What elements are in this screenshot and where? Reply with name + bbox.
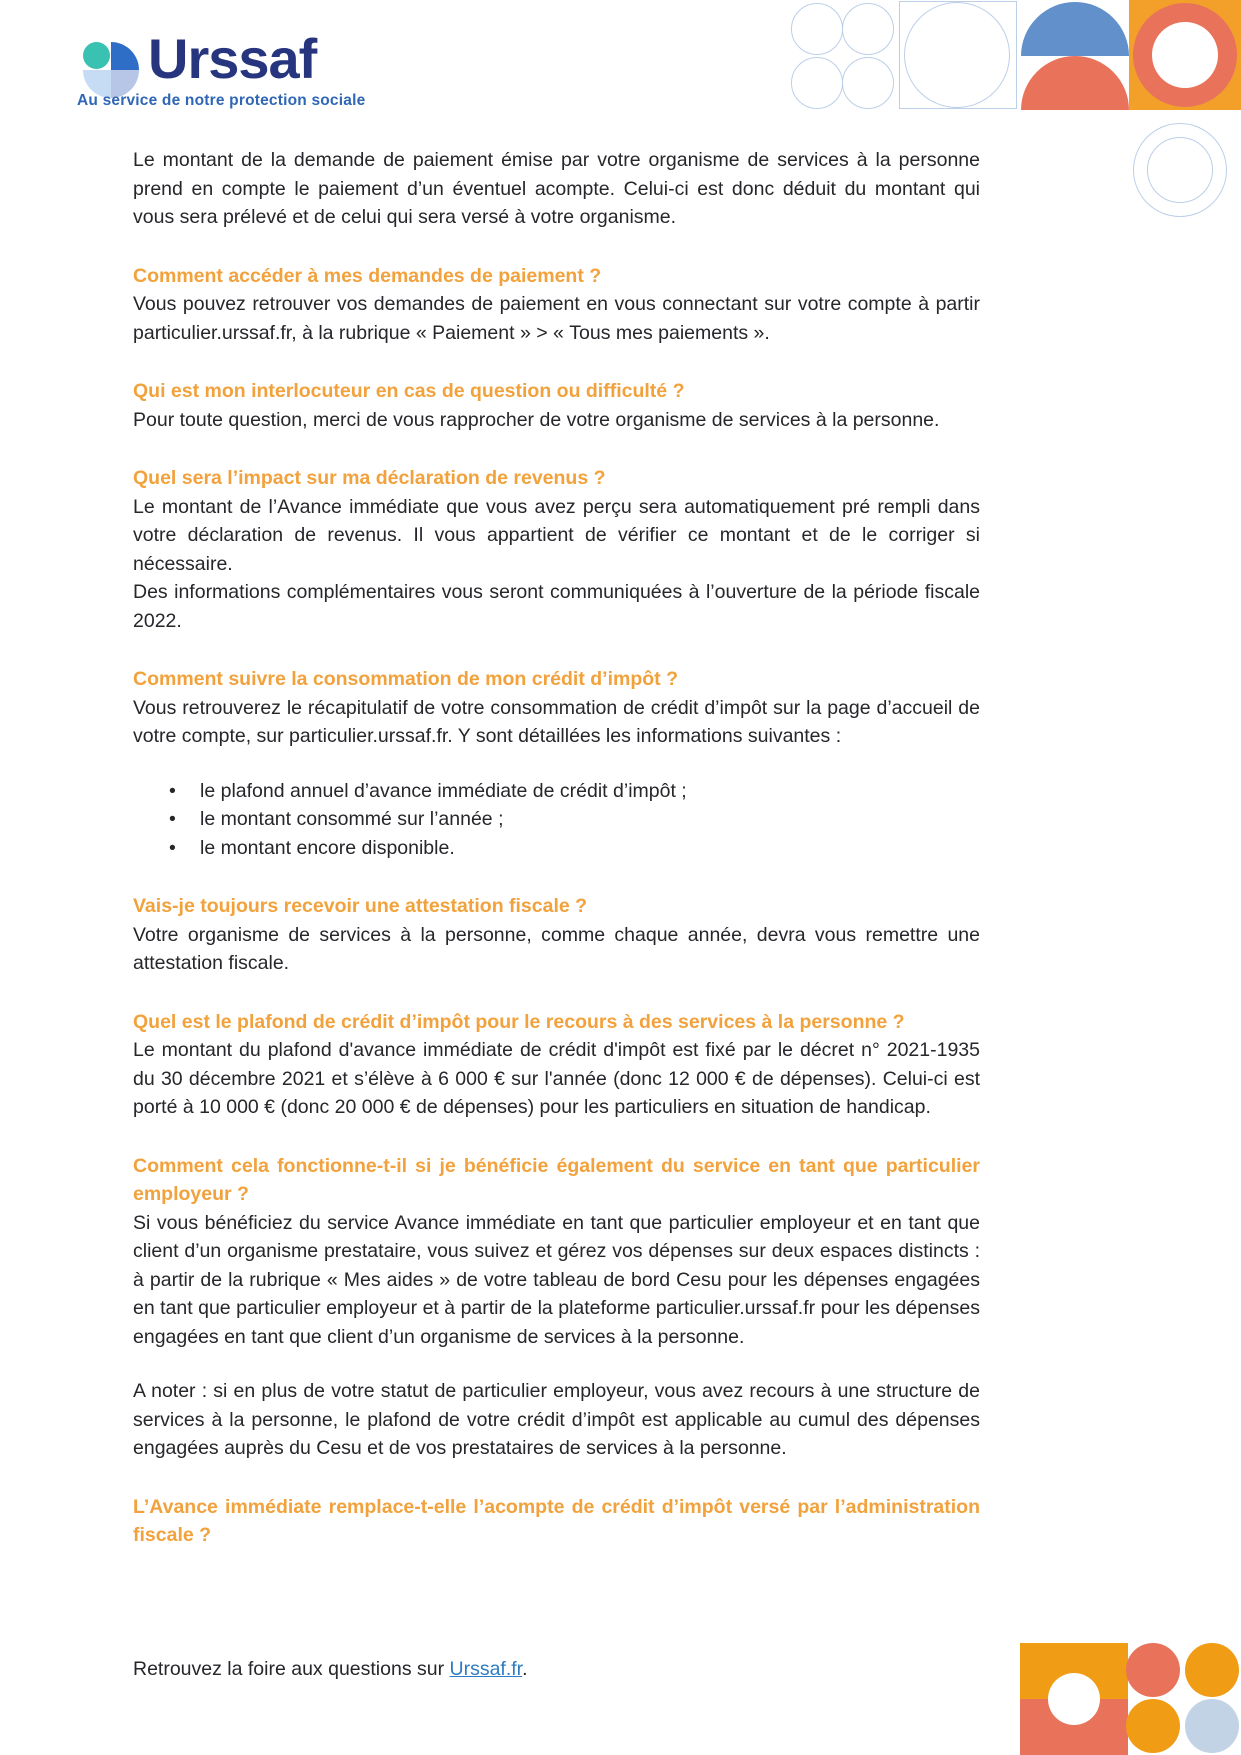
decor-concentric-inner-circle xyxy=(1147,137,1213,203)
decor-split-square xyxy=(1020,1643,1128,1755)
decor-ring-hole xyxy=(1152,22,1218,88)
paragraph: Le montant de l’Avance immédiate que vous avez perçu sera automatiquement pré rempli dans votre déclaration de revenus. Il vous appartient de vérifier ce montant et de le corriger si nécessaire. xyxy=(133,495,980,575)
bullet-item: • le montant encore disponible. xyxy=(133,834,980,863)
question-heading: L’Avance immédiate remplace-t-elle l’acompte de crédit d’impôt versé par l’administration fiscale ? xyxy=(133,1495,980,1546)
decor-outline-circle xyxy=(842,3,894,55)
decor-orange-circle xyxy=(1185,1643,1239,1697)
paragraph: Votre organisme de services à la personne, comme chaque année, devra vous remettre une attestation fiscale. xyxy=(133,923,980,974)
question-heading: Quel sera l’impact sur ma déclaration de revenus ? xyxy=(133,467,606,489)
paragraph: A noter : si en plus de votre statut de particulier employeur, vous avez recours à une structure de services à la personne, le plafond de votre crédit d’impôt est applicable au cumul des dépenses engagées auprès du Cesu et de vos prestataires de services à la personne. xyxy=(133,1380,980,1459)
footer-period: . xyxy=(522,1658,528,1680)
footer-text: Retrouvez la foire aux questions sur xyxy=(133,1658,450,1680)
decor-inscribed-circle xyxy=(904,2,1010,108)
decor-outline-circle xyxy=(791,57,843,109)
paragraph: Le montant du plafond d'avance immédiate de crédit d'impôt est fixé par le décret n° 2021-1935 du 30 décembre 2021 et s’élève à 6 000 € sur l'année (donc 12 000 € de dépenses). Celui-ci est porté à 10 000 € (donc 20 000 € de dépenses) pour les particuliers en situation de handicap. xyxy=(133,1039,980,1118)
question-heading: Comment accéder à mes demandes de paiement ? xyxy=(133,264,602,287)
decor-coral-halfdisc xyxy=(1021,56,1129,110)
brand-wordmark: Urssaf xyxy=(148,27,317,90)
question-heading: Comment cela fonctionne-t-il si je bénéficie également du service en tant que particulier employeur ? xyxy=(133,1154,980,1205)
decor-outline-circle xyxy=(791,3,843,55)
bullet-item: • le montant consommé sur l’année ; xyxy=(133,805,980,834)
question-heading: Quel est le plafond de crédit d’impôt pour le recours à des services à la personne ? xyxy=(133,1010,905,1033)
urssaf-fr-link[interactable]: Urssaf.fr xyxy=(449,1658,523,1680)
decor-outline-circle xyxy=(842,57,894,109)
question-heading: Comment suivre la consommation de mon crédit d’impôt ? xyxy=(133,668,678,690)
decor-coral-circle xyxy=(1126,1643,1180,1697)
question-heading: Vais-je toujours recevoir une attestation fiscale ? xyxy=(133,895,588,917)
urssaf-logo-icon xyxy=(83,42,139,98)
bullet-list xyxy=(133,777,980,863)
decor-coral-ring xyxy=(1133,3,1237,107)
decor-orange-circle xyxy=(1126,1699,1180,1753)
footer-line xyxy=(133,1655,528,1684)
decor-orange-square xyxy=(1129,0,1241,110)
faq-content xyxy=(133,146,980,1550)
logo-teal-circle-icon xyxy=(83,42,110,69)
logo-blue-petal-icon xyxy=(111,42,139,70)
brand-tagline: Au service de notre protection sociale xyxy=(77,92,366,109)
decor-blue-halfdisc xyxy=(1021,2,1129,56)
paragraph: Pour toute question, merci de vous rapprocher de votre organisme de services à la personne. xyxy=(133,408,940,431)
bullet-item: • le plafond annuel d’avance immédiate de crédit d’impôt ; xyxy=(133,777,980,806)
decor-white-dot xyxy=(1048,1673,1100,1725)
decor-lightblue-circle xyxy=(1185,1699,1239,1753)
question-heading: Qui est mon interlocuteur en cas de question ou difficulté ? xyxy=(133,380,685,402)
paragraph: Des informations complémentaires vous seront communiquées à l’ouverture de la période fiscale 2022. xyxy=(133,581,980,632)
paragraph: Le montant de la demande de paiement émise par votre organisme de services à la personne prend en compte le paiement d’un éventuel acompte. Celui-ci est donc déduit du montant qui vous sera prélevé et de celui qui sera versé à votre organisme. xyxy=(133,149,980,228)
paragraph: Si vous bénéficiez du service Avance immédiate en tant que particulier employeur et en tant que client d’un organisme prestataire, vous suivez et gérez vos dépenses sur deux espaces distincts : à partir de la rubrique « Mes aides » de votre tableau de bord Cesu pour les dépenses engagées en tant que particulier employeur et à partir de la plateforme particulier.urssaf.fr pour les dépenses engagées en tant que client d’un organisme de services à la personne. xyxy=(133,1211,980,1348)
paragraph: Vous retrouverez le récapitulatif de votre consommation de crédit d’impôt sur la page d’accueil de votre compte, sur particulier.urssaf.fr. Y sont détaillées les informations suivantes : xyxy=(133,696,980,747)
paragraph: Vous pouvez retrouver vos demandes de paiement en vous connectant sur votre compte à partir particulier.urssaf.fr, à la rubrique « Paiement » > « Tous mes paiements ». xyxy=(133,293,980,344)
